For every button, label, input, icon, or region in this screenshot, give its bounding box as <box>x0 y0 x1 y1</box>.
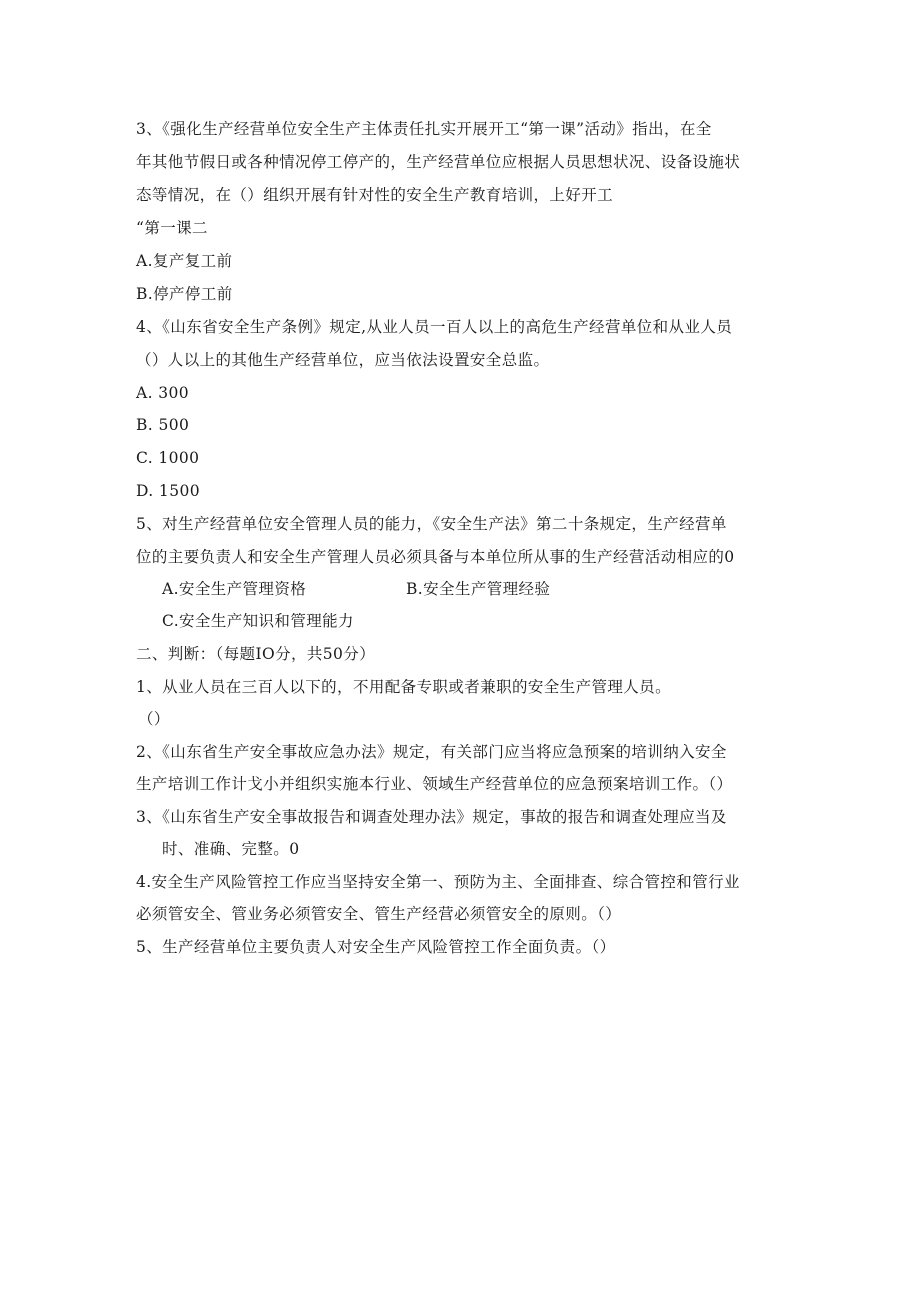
judge-1-line-1: 1、从业人员在三百人以下的，不用配备专职或者兼职的安全生产管理人员。 <box>136 678 671 696</box>
judge-4-line-1: 4.安全生产风险管控工作应当坚持安全第一、预防为主、全面排查、综合管控和管行业 <box>136 873 740 891</box>
q5-option-b: B.安全生产管理经验 <box>406 580 551 598</box>
q4-text-line-1: 4、《山东省安全生产条例》规定,从业人员一百人以上的高危生产经营单位和从业人员 <box>136 318 733 336</box>
q5-text-line-1: 5、对生产经营单位安全管理人员的能力，《安全生产法》第二十条规定，生产经营单 <box>136 515 727 533</box>
judge-3-line-1: 3、《山东省生产安全事故报告和调查处理办法》规定，事故的报告和调查处理应当及 <box>136 808 727 826</box>
q4-option-a: A. 300 <box>136 384 190 402</box>
q5-option-a: A.安全生产管理资格 <box>162 580 307 598</box>
q4-text-line-2: （）人以上的其他生产经营单位，应当依法设置安全总监。 <box>136 351 550 369</box>
judge-2-line-2: 生产培训工作计戈小并组织实施本行业、领域生产经营单位的应急预案培训工作。（） <box>136 775 733 793</box>
judge-5-line-1: 5、生产经营单位主要负责人对安全生产风险管控工作全面负责。（） <box>136 938 616 956</box>
q4-option-c: C. 1000 <box>136 449 200 467</box>
q3-text-line-3: 态等情况，在（）组织开展有针对性的安全生产教育培训，上好开工 <box>136 186 614 204</box>
judge-1-answer-blank: （） <box>138 710 170 728</box>
q5-text-line-2: 位的主要负责人和安全生产管理人员必须具备与本单位所从事的生产经营活动相应的0 <box>136 548 735 566</box>
q4-option-b: B. 500 <box>136 416 190 434</box>
q3-text-line-2: 年其他节假日或各种情况停工停产的，生产经营单位应根据人员思想状况、设备设施状 <box>136 153 741 171</box>
judge-2-line-1: 2、《山东省生产安全事故应急办法》规定，有关部门应当将应急预案的培训纳入安全 <box>136 743 727 761</box>
q3-option-b: B.停产停工前 <box>136 285 233 303</box>
judge-3-line-2: 时、准确、完整。0 <box>162 840 300 858</box>
q3-option-a: A.复产复工前 <box>136 252 233 270</box>
q3-text-line-1: 3、《强化生产经营单位安全生产主体责任扎实开展开工“第一课”活动》指出，在全 <box>136 120 712 138</box>
q5-option-c: C.安全生产知识和管理能力 <box>162 612 354 630</box>
section2-heading: 二、判断：（每题IO分，共50分） <box>136 645 376 663</box>
judge-4-line-2: 必须管安全、管业务必须管安全、管生产经营必须管安全的原则。（） <box>136 905 622 923</box>
q4-option-d: D. 1500 <box>136 482 200 500</box>
q3-text-line-4: “第一课二 <box>136 219 208 237</box>
